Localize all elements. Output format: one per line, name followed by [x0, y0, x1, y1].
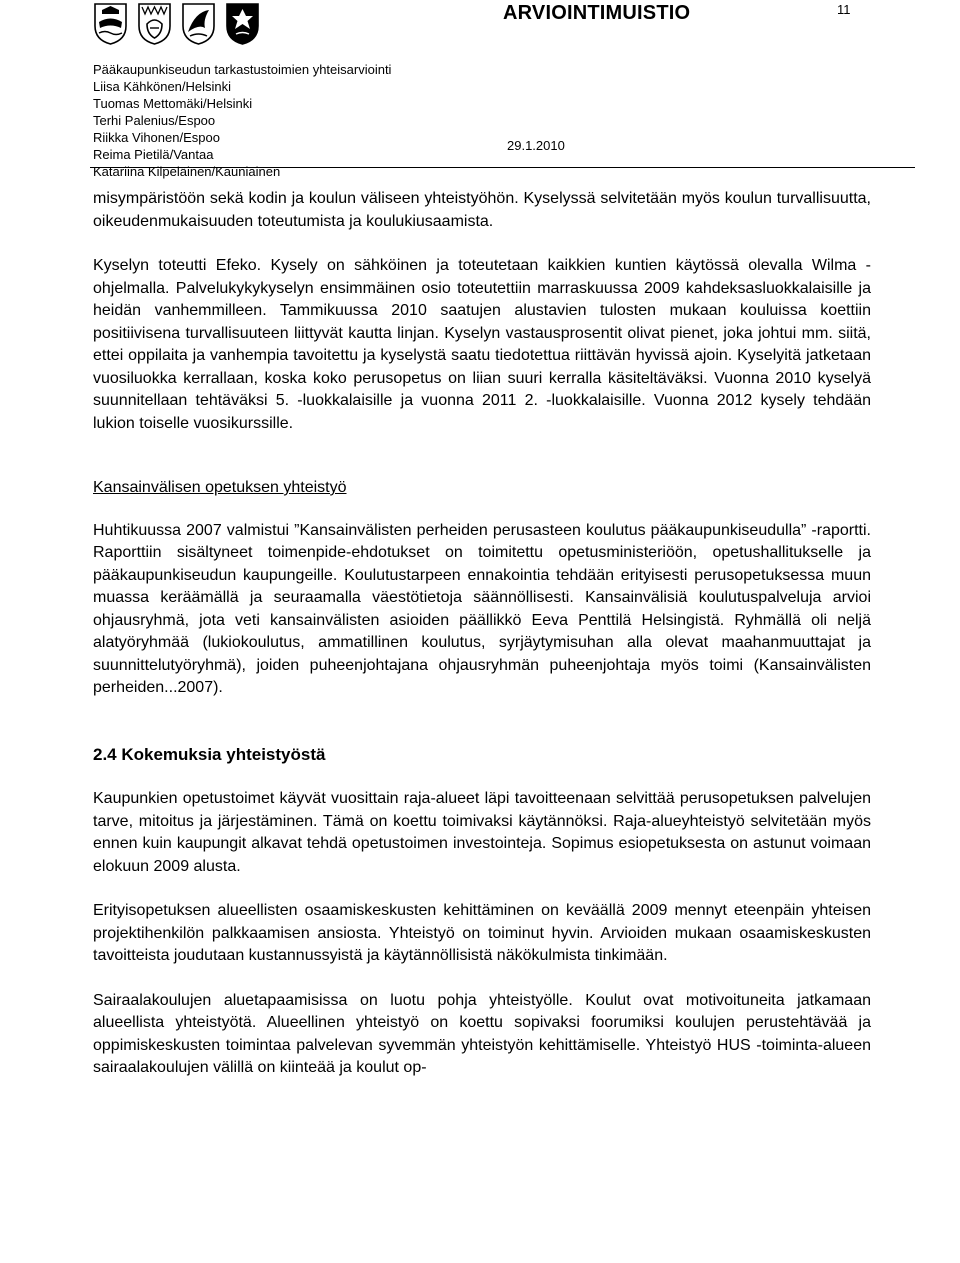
author-line: Liisa Kähkönen/Helsinki	[93, 79, 232, 94]
author-line: Katariina Kilpeläinen/Kauniainen	[93, 164, 281, 179]
author-list	[93, 61, 391, 180]
municipal-crests	[93, 2, 260, 48]
helsinki-crest-icon	[93, 2, 128, 45]
espoo-crest-icon	[137, 2, 172, 45]
paragraph: misympäristöön sekä kodin ja koulun väliseen yhteistyöhön. Kyselyssä selvitetään myös koulun turvallisuutta, oikeudenmukaisuuden toteutumista ja koulukiusaamista.	[93, 190, 871, 230]
kauniainen-crest-icon	[225, 2, 260, 45]
document-body	[93, 188, 871, 1080]
author-line: Reima Pietilä/Vantaa	[93, 147, 214, 162]
paragraph: Erityisopetuksen alueellisten osaamiskeskusten kehittäminen on keväällä 2009 mennyt eteenpäin yhteisen projektihenkilön palkkaamisen ansiosta. Yhteistyö on toiminut hyvin. Arvioiden mukaan osaamiskeskusten tavoitteista joudutaan kustannussyistä ja käytännöllisistä näkökulmista tinkimään.	[93, 902, 871, 964]
author-line: Riikka Vihonen/Espoo	[93, 130, 220, 145]
author-line: Terhi Palenius/Espoo	[93, 113, 216, 128]
paragraph: Huhtikuussa 2007 valmistui ”Kansainvälisten perheiden perusasteen koulutus pääkaupunkiseudulla” -raportti. Raporttiin sisältyneet toimenpide-ehdotukset on toimitettu opetusministeriöön, opetushallitukselle ja pääkaupunkiseudun kaupungeille. Koulutustarpeen ennakointia tehdään erityisesti perusopetuksessa muun muassa keräämällä ja seuraamalla väestötietoja säännöllisesti. Kansainvälisiä koulutuspalveluja arvioi ohjausryhmä, jota veti kansainvälisten asioiden päällikkö Eeva Penttilä Helsingistä. Ryhmällä oli neljä alatyöryhmää (lukiokoulutus, ammatillinen koulutus, syrjäytymisuhan alla olevat maahanmuuttajat ja suunnittelutyöryhmä), joiden puheenjohtajana ohjausryhmän puheenjohtaja myös toimi (Kansainvälisten perheiden...2007).	[93, 521, 871, 696]
section-heading: 2.4 Kokemuksia yhteistyöstä	[93, 744, 326, 764]
header-divider	[90, 167, 915, 168]
vantaa-crest-icon	[181, 2, 216, 45]
subheading: Kansainvälisen opetuksen yhteistyö	[93, 479, 347, 496]
paragraph: Kaupunkien opetustoimet käyvät vuosittain raja-alueet läpi tavoitteenaan selvittää perusopetuksen palvelujen tarve, mitoitus ja järjestäminen. Tämä on koettu toimivaksi käytännöksi. Raja-alueyhteistyö selvitetään myös ennen kuin kaupungit alkavat tehdä opetustoimen investointeja. Sopimus esiopetuksesta on astunut voimaan elokuun 2009 alusta.	[93, 790, 871, 875]
author-line: Pääkaupunkiseudun tarkastustoimien yhteisarviointi	[93, 62, 392, 77]
page-number: 11	[837, 2, 851, 17]
document-title: ARVIOINTIMUISTIO	[503, 2, 691, 24]
paragraph: Kyselyn toteutti Efeko. Kysely on sähköinen ja toteutetaan kaikkien kuntien käytössä olevalla Wilma -ohjelmalla. Palvelukykykyselyn ensimmäinen osio toteutettiin marraskuussa 2009 kahdeksasluokkalaisille ja heidän vanhemmilleen. Tammikuussa 2010 saatujen alustavien tulosten mukaan kouluissa koettiin positiivisena turvallisuuteen liittyvät kautta linjan. Kyselyn vastausprosentit olivat pienet, joka johtui mm. siitä, ettei oppilaita ja vanhempia tavoitettu ja kyselystä saatu tiedotettua riittävän hyvissä ajoin. Kyselyitä jatketaan vuosiluokka kerrallaan, koska koko perusopetus on liian suuri kerralla käsiteltäväksi. Vuonna 2010 kyselyä suunnitellaan tehtäväksi 5. -luokkalaisille ja vuonna 2011 2. -luokkalaisille. Vuonna 2012 kysely tehdään lukion toiselle vuosikurssille.	[93, 257, 871, 432]
paragraph: Sairaalakoulujen aluetapaamisissa on luotu pohja yhteistyölle. Koulut ovat motivoituneita jatkamaan alueellista yhteistyötä. Alueellinen yhteistyö on koettu sopivaksi foorumiksi koulujen perustehtävää ja oppimiskeskusten toimintaa palvelevan syvemmän yhteistyön kehittämiselle. Yhteistyö HUS -toiminta-alueen sairaalakoulujen välillä on kiinteää ja koulut op-	[93, 991, 871, 1076]
author-line: Tuomas Mettomäki/Helsinki	[93, 96, 253, 111]
document-date: 29.1.2010	[507, 138, 565, 153]
